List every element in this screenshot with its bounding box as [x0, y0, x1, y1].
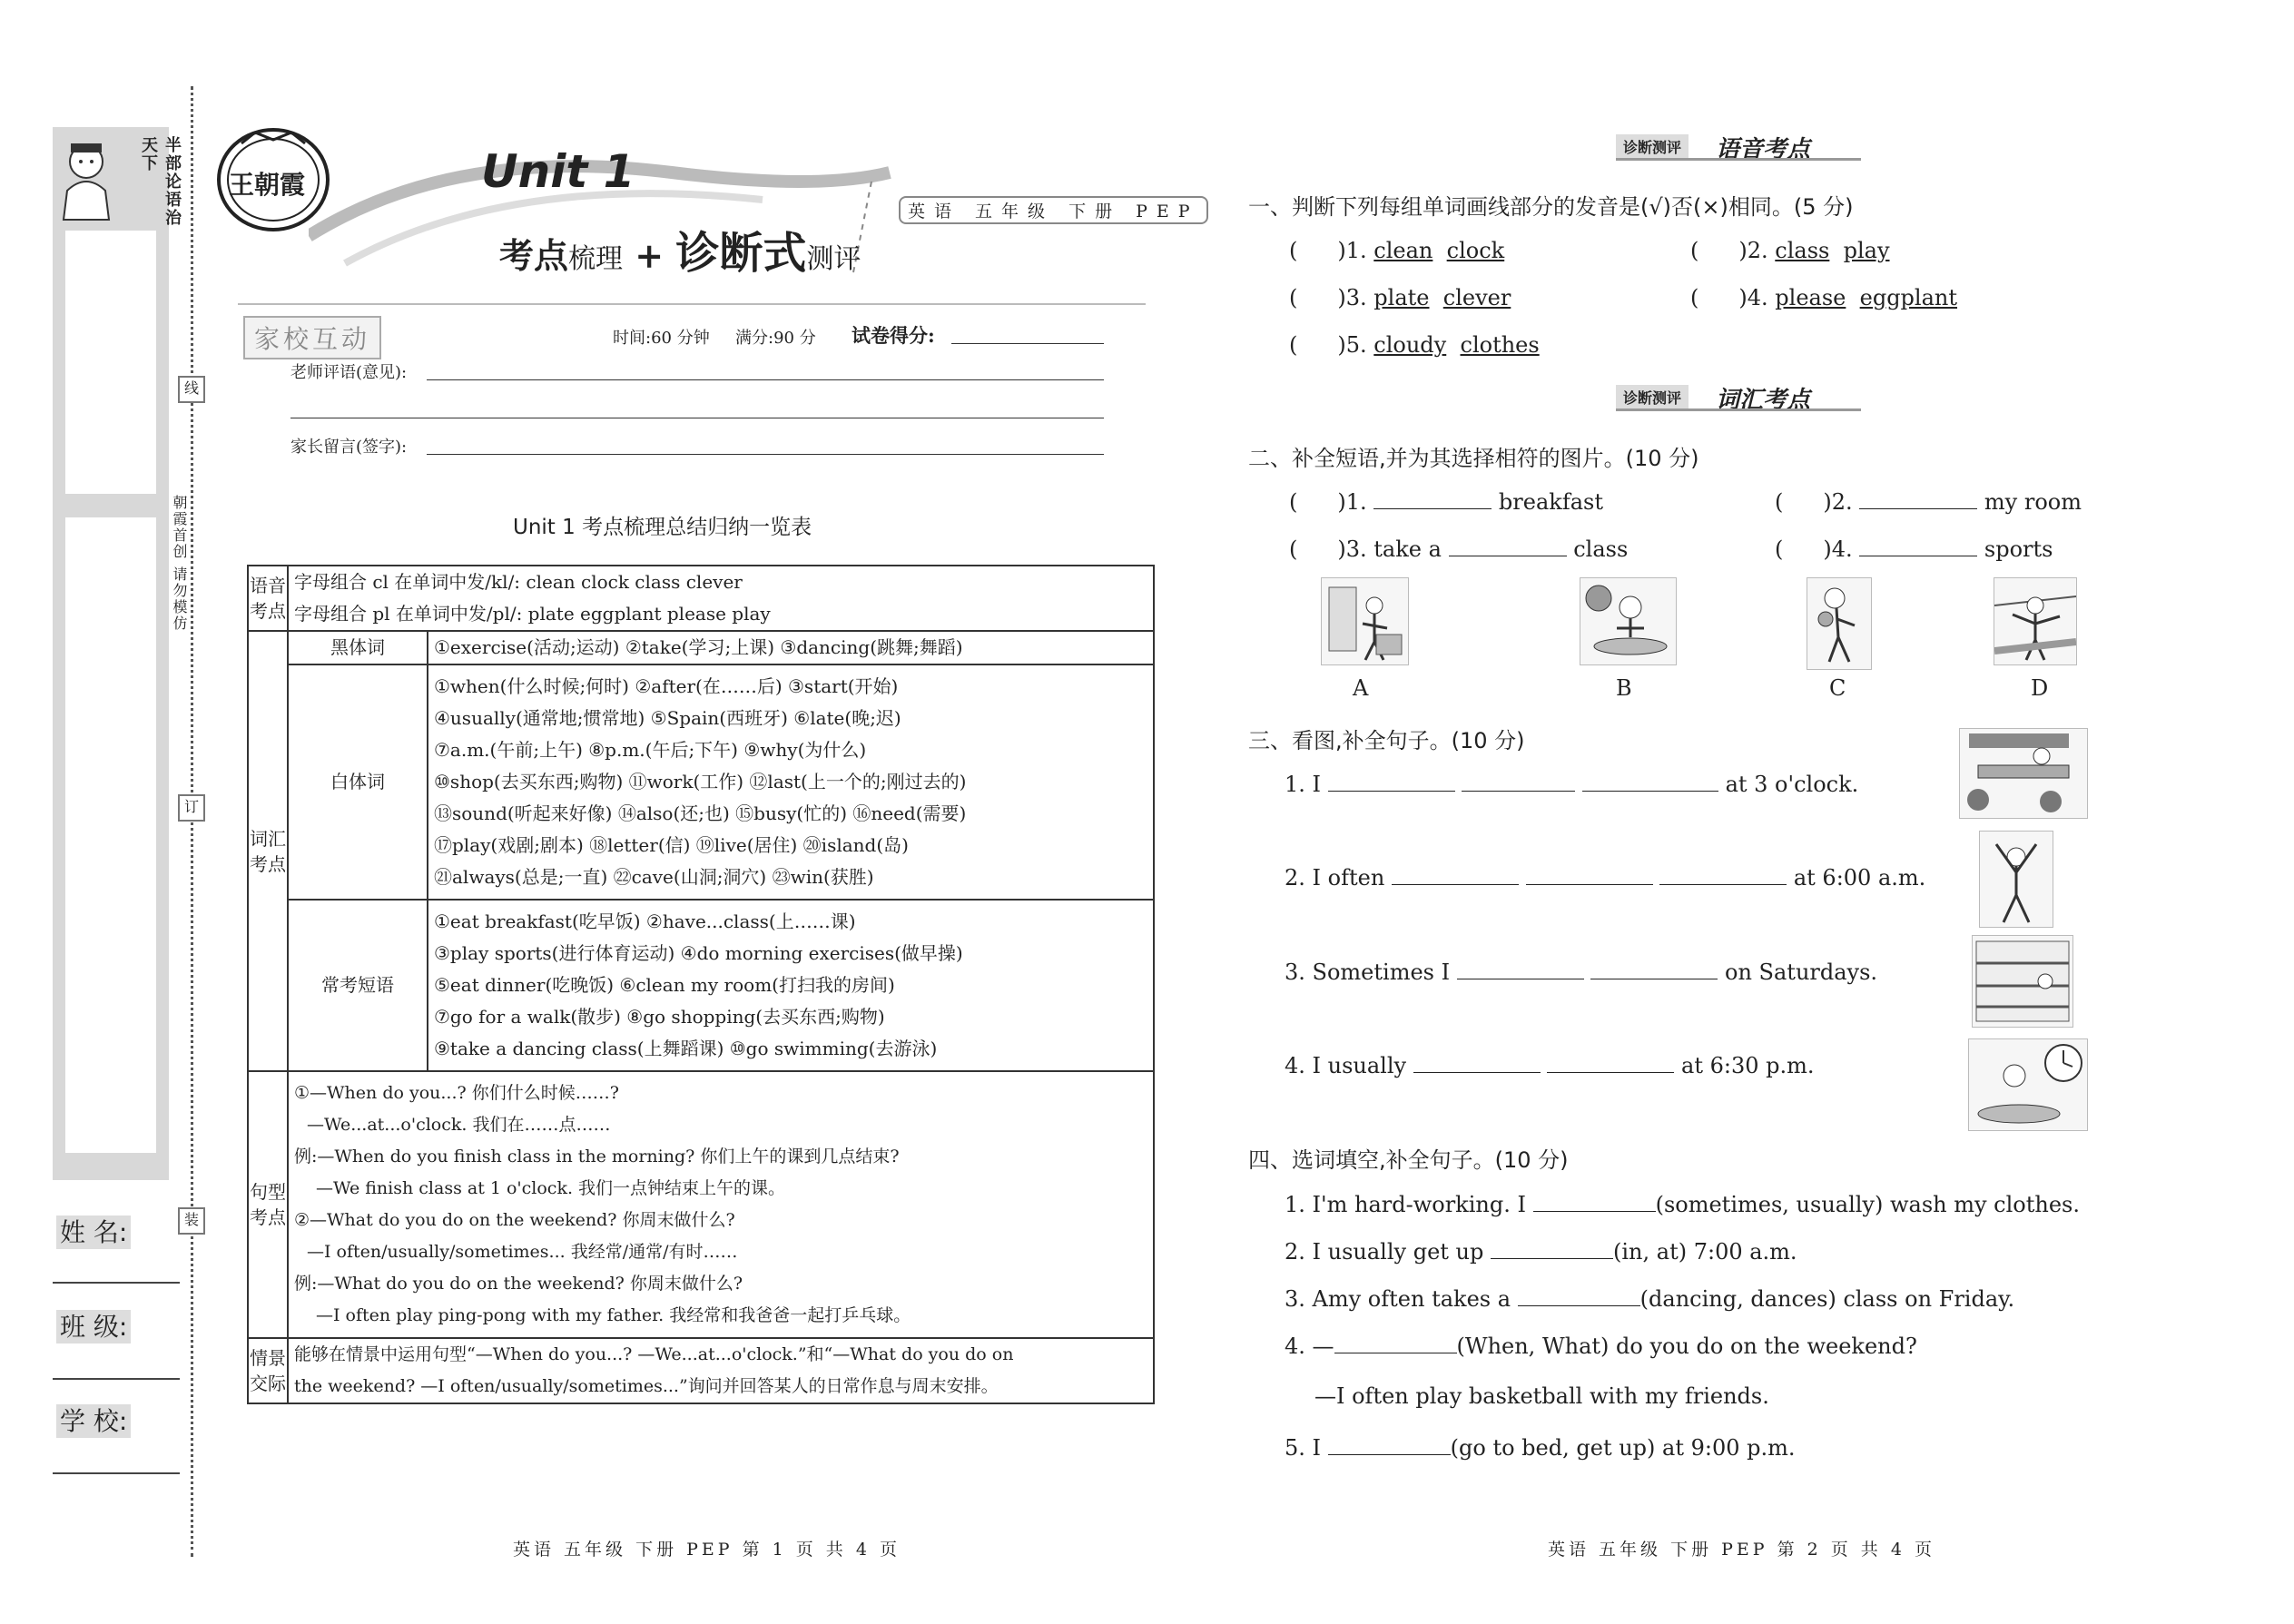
white-words-line: ⑩shop(去买东西;购物) ⑪work(工作) ⑫last(上一个的;刚过去的) [434, 771, 967, 792]
sentence-tail: (go to bed, get up) at 9:00 p.m. [1450, 1435, 1796, 1461]
item-number: )4. [1823, 536, 1853, 562]
sentence-lead: 4. I usually [1285, 1053, 1407, 1078]
name-line [53, 1282, 180, 1284]
picture-label: B [1616, 675, 1632, 701]
sentence-line: —We finish class at 1 o'clock. 我们一点钟结束上午的课。 [316, 1178, 786, 1198]
tag-big: 语音考点 [1716, 136, 1811, 163]
picture-eating-breakfast [1580, 577, 1677, 665]
q1-item: ( )4. please eggplant [1690, 285, 1958, 310]
fill-blank[interactable] [1659, 864, 1787, 885]
sentence-line: —We...at...o'clock. 我们在……点…… [307, 1115, 611, 1135]
teacher-comment-line-1[interactable] [427, 379, 1104, 380]
summary-title: Unit 1 考点梳理总结归纳一览表 [513, 516, 812, 539]
sentence-tail: on Saturdays. [1725, 960, 1878, 985]
item-number: )2. [1823, 489, 1853, 515]
school-field[interactable] [56, 1402, 131, 1438]
sentence-tail: (dancing, dances) class on Friday. [1639, 1286, 2015, 1312]
word-2: clothes [1460, 332, 1540, 358]
fill-blank[interactable] [1373, 488, 1492, 509]
context-line: the weekend? —I often/usually/sometimes...”询问并回答某人的日常作息与周末安排。 [294, 1376, 999, 1396]
answer-blank[interactable] [1783, 536, 1823, 556]
word-1: please [1775, 285, 1846, 310]
bold-words-cell [428, 631, 1154, 664]
phrase-text: breakfast [1498, 489, 1603, 515]
white-words-line: ⑰play(戏剧;剧本) ⑱letter(信) ⑲live(居住) ⑳island(岛) [434, 834, 909, 856]
fill-blank[interactable] [1533, 1191, 1656, 1212]
context-cell [288, 1338, 1154, 1403]
page-subtitle [499, 218, 861, 281]
picture-label: C [1829, 675, 1846, 701]
table-row [248, 900, 1154, 1071]
sentence-lead: 1. I'm hard-working. I [1285, 1192, 1526, 1217]
answer-blank[interactable] [1698, 285, 1738, 305]
word-1: clean [1373, 238, 1433, 263]
white-words-line: ①when(什么时候;何时) ②after(在……后) ③start(开始) [434, 675, 899, 697]
picture-label: A [1353, 675, 1369, 701]
cut-line [191, 86, 193, 1557]
phrase-text: class [1573, 536, 1629, 562]
sentence-tail: at 6:00 a.m. [1793, 865, 1926, 891]
strip-blank-top [65, 231, 156, 494]
answer-blank[interactable] [1698, 238, 1738, 258]
vocab-label: 词汇考点 [248, 631, 288, 1071]
sentence-line: ①—When do you...? 你们什么时候……? [294, 1083, 619, 1103]
tag-small: 诊断测评 [1616, 134, 1689, 159]
time-text: 时间:60 分钟 [613, 329, 710, 348]
fill-blank[interactable] [1334, 1333, 1457, 1353]
table-row [248, 566, 1154, 631]
phrase-line: ⑤eat dinner(吃晚饭) ⑥clean my room(打扫我的房间) [434, 974, 895, 996]
sentence-line: 例:—What do you do on the weekend? 你周末做什么? [294, 1274, 743, 1294]
word-1: cloudy [1373, 332, 1447, 358]
fill-blank[interactable] [1590, 959, 1718, 979]
summary-table [247, 565, 1155, 1404]
fill-blank[interactable] [1328, 771, 1455, 792]
fill-blank[interactable] [1491, 1238, 1613, 1259]
fill-blank[interactable] [1462, 771, 1575, 792]
mascot-icon [54, 136, 118, 222]
unit-title: Unit 1 [481, 145, 635, 198]
picture-cleaning-room [1321, 577, 1409, 665]
q3-item [1285, 959, 1877, 985]
q1-item: ( )2. class play [1690, 238, 1890, 263]
section-tag-phonics [1616, 131, 1870, 163]
sentence-tail: at 3 o'clock. [1725, 772, 1859, 797]
sentence-tail: at 6:30 p.m. [1681, 1053, 1815, 1078]
sentence-tail: (in, at) 7:00 a.m. [1613, 1239, 1797, 1265]
binding-mark-2: 订 [178, 794, 205, 822]
sentence-lead: 5. I [1285, 1435, 1322, 1461]
subtitle-part1: 考点 [499, 235, 569, 276]
sentence-line: ②—What do you do on the weekend? 你周末做什么? [294, 1210, 735, 1230]
answer-blank[interactable] [1783, 489, 1823, 509]
answer-blank[interactable] [1297, 238, 1337, 258]
phrases-label: 常考短语 [288, 900, 428, 1071]
name-field[interactable] [56, 1213, 131, 1249]
tag-small: 诊断测评 [1616, 385, 1689, 409]
answer-blank[interactable] [1297, 285, 1337, 305]
name-label: 姓 名: [56, 1216, 131, 1249]
sentence-tail: (sometimes, usually) wash my clothes. [1655, 1192, 2080, 1217]
section-tag-vocab [1616, 381, 1870, 414]
tag-big: 词汇考点 [1716, 387, 1811, 414]
white-words-cell [428, 664, 1154, 900]
fill-blank[interactable] [1547, 1052, 1674, 1073]
subtitle-part4: 测评 [806, 243, 861, 275]
fill-blank[interactable] [1328, 1434, 1451, 1455]
q1-item: ( )5. cloudy clothes [1289, 332, 1540, 358]
subtitle-plus: + [635, 235, 665, 276]
picture-label: D [2031, 675, 2049, 701]
white-words-line: ㉑always(总是;一直) ㉒cave(山洞;洞穴) ㉓win(获胜) [434, 866, 874, 888]
q4-item [1285, 1191, 2080, 1217]
bold-words-label: 黑体词 [288, 631, 428, 664]
binding-note: 朝霞首创 请勿模仿 [171, 495, 188, 633]
page-footer-right: 英语 五年级 下册 PEP 第 2 页 共 4 页 [1548, 1540, 1935, 1560]
q4-item [1285, 1434, 1796, 1461]
sentence-line: —I often/usually/sometimes... 我经常/通常/有时…… [307, 1242, 738, 1262]
strip-blank-bottom [65, 517, 156, 1153]
sentence-line: —I often play ping-pong with my father. 我经常和我爸爸一起打乒乓球。 [316, 1305, 911, 1325]
phrases-cell [428, 900, 1154, 1071]
class-line [53, 1378, 180, 1380]
sentence-lead: 2. I often [1285, 865, 1385, 891]
q4-item [1314, 1383, 1769, 1409]
phrase-lead: take a [1373, 536, 1442, 562]
q1-item: ( )1. clean clock [1289, 238, 1505, 263]
tag-arrow [1616, 408, 1861, 411]
item-number: )1. [1337, 238, 1367, 263]
subtitle-part2: 梳理 [568, 243, 624, 275]
q2-item: ( )1. breakfast [1289, 489, 1603, 515]
logo-motto: 半部论语治天下 [139, 136, 182, 227]
q4-item [1285, 1333, 1917, 1359]
context-line: 能够在情景中运用句型“—When do you...? —We...at...o'clock.”和“—What do you do on [294, 1344, 1014, 1364]
picture-playing-sports [1807, 577, 1872, 670]
phonics-label: 语音考点 [248, 566, 288, 631]
sentence-lead: 2. I usually get up [1285, 1239, 1484, 1265]
white-words-line: ④usually(通常地;惯常地) ⑤Spain(西班牙) ⑥late(晚;迟) [434, 707, 901, 729]
phrase-text: sports [1984, 536, 2053, 562]
sentence-cell [288, 1071, 1154, 1338]
q4-title: 四、选词填空,补全句子。(10 分) [1248, 1147, 1569, 1173]
table-row [248, 1071, 1154, 1338]
sentence-lead: 1. I [1285, 772, 1322, 797]
fill-blank[interactable] [1457, 959, 1584, 979]
word-2: play [1843, 238, 1890, 263]
table-row [248, 1338, 1154, 1403]
score-input-line[interactable] [951, 343, 1104, 344]
table-row [248, 631, 1154, 664]
q1-title: 一、判断下列每组单词画线部分的发音是(√)否(×)相同。(5 分) [1248, 194, 1854, 220]
word-2: eggplant [1859, 285, 1958, 310]
full-score-text: 满分:90 分 [735, 329, 816, 348]
item-number: )3. [1337, 536, 1367, 562]
picture-go-shopping [1972, 935, 2073, 1028]
binding-mark-1: 线 [178, 376, 205, 403]
subtitle-part3: 诊断式 [675, 228, 807, 279]
class-label: 班 级: [56, 1310, 131, 1343]
fill-blank[interactable] [1413, 1052, 1541, 1073]
context-label: 情景交际 [248, 1338, 288, 1403]
q3-item [1285, 771, 1858, 797]
item-number: )5. [1337, 332, 1367, 358]
word-1: plate [1373, 285, 1430, 310]
item-number: )4. [1738, 285, 1768, 310]
picture-morning-exercises [1979, 831, 2053, 928]
binding-strip [53, 127, 169, 1180]
sentence-line: 例:—When do you finish class in the morning? 你们上午的课到几点结束? [294, 1147, 900, 1166]
sentence-tail: (When, What) do you do on the weekend? [1456, 1334, 1917, 1359]
white-words-line: ⑦a.m.(午前;上午) ⑧p.m.(午后;下午) ⑨why(为什么) [434, 739, 867, 761]
phrase-line: ③play sports(进行体育运动) ④do morning exercises(做早操) [434, 942, 963, 964]
fill-blank[interactable] [1518, 1285, 1640, 1306]
sentence-lead: —I often play basketball with my friends. [1314, 1383, 1769, 1409]
answer-blank[interactable] [1297, 536, 1337, 556]
picture-dancing-class [1994, 577, 2077, 665]
school-line [53, 1472, 180, 1474]
q2-item: ( )2. my room [1775, 489, 2082, 515]
q2-item: ( )3. take a class [1289, 536, 1629, 562]
fill-blank[interactable] [1526, 864, 1653, 885]
picture-eat-dinner [1968, 1038, 2088, 1131]
brand-logo-text: 王朝霞 [229, 170, 306, 200]
fill-blank[interactable] [1859, 536, 1977, 556]
phrase-line: ①eat breakfast(吃早饭) ②have...class(上……课) [434, 910, 856, 932]
phrase-line: ⑦go for a walk(散步) ⑧go shopping(去买东西;购物) [434, 1006, 885, 1028]
tag-arrow [1616, 158, 1861, 161]
sentence-lead: 3. Amy often takes a [1285, 1286, 1511, 1312]
word-1: class [1775, 238, 1830, 263]
item-number: )1. [1337, 489, 1367, 515]
word-2: clock [1446, 238, 1505, 263]
white-words-line: ⑬sound(听起来好像) ⑭also(还;也) ⑮busy(忙的) ⑯need(需要) [434, 802, 967, 824]
score-label: 试卷得分: [852, 324, 935, 347]
word-2: clever [1442, 285, 1511, 310]
sentence-label: 句型考点 [248, 1071, 288, 1338]
q2-title: 二、补全短语,并为其选择相符的图片。(10 分) [1248, 446, 1699, 471]
q3-title: 三、看图,补全句子。(10 分) [1248, 728, 1525, 753]
table-row [248, 664, 1154, 900]
phrase-line: ⑨take a dancing class(上舞蹈课) ⑩go swimming(去游泳) [434, 1038, 938, 1059]
class-field[interactable] [56, 1307, 131, 1343]
q1-item: ( )3. plate clever [1289, 285, 1511, 310]
home-school-badge: 家校互动 [243, 316, 381, 359]
q3-item [1285, 1052, 1815, 1078]
picture-ping-pong [1959, 728, 2088, 819]
phrase-text: my room [1984, 489, 2082, 515]
teacher-comment-label: 老师评语(意见): [290, 363, 408, 382]
answer-blank[interactable] [1297, 489, 1337, 509]
phonics-line: 字母组合 pl 在单词中发/pl/: plate eggplant please play [294, 603, 771, 625]
white-words-label: 白体词 [288, 664, 428, 900]
fill-blank[interactable] [1392, 864, 1519, 885]
q2-item: ( )4. sports [1775, 536, 2053, 562]
q4-item [1285, 1285, 2014, 1312]
item-number: )3. [1337, 285, 1367, 310]
parent-comment-label: 家长留言(签字): [290, 438, 408, 457]
parent-comment-line[interactable] [427, 454, 1104, 455]
sentence-lead: 3. Sometimes I [1285, 960, 1451, 985]
item-number: )2. [1738, 238, 1768, 263]
phonics-cell [288, 566, 1154, 631]
sentence-lead: 4. — [1285, 1334, 1334, 1359]
fill-blank[interactable] [1859, 488, 1977, 509]
answer-blank[interactable] [1297, 332, 1337, 352]
page-footer-left: 英语 五年级 下册 PEP 第 1 页 共 4 页 [513, 1540, 901, 1560]
q3-item [1285, 864, 1925, 891]
school-label: 学 校: [56, 1404, 131, 1438]
fill-blank[interactable] [1582, 771, 1718, 792]
q4-item [1285, 1238, 1797, 1265]
phonics-line: 字母组合 cl 在单词中发/kl/: clean clock class clever [294, 571, 743, 593]
binding-mark-3: 装 [178, 1207, 205, 1235]
fill-blank[interactable] [1449, 536, 1567, 556]
grade-label: 英语 五年级 下册 PEP [899, 196, 1208, 224]
bold-words-line: ①exercise(活动;运动) ②take(学习;上课) ③dancing(跳舞;舞蹈) [434, 636, 963, 658]
